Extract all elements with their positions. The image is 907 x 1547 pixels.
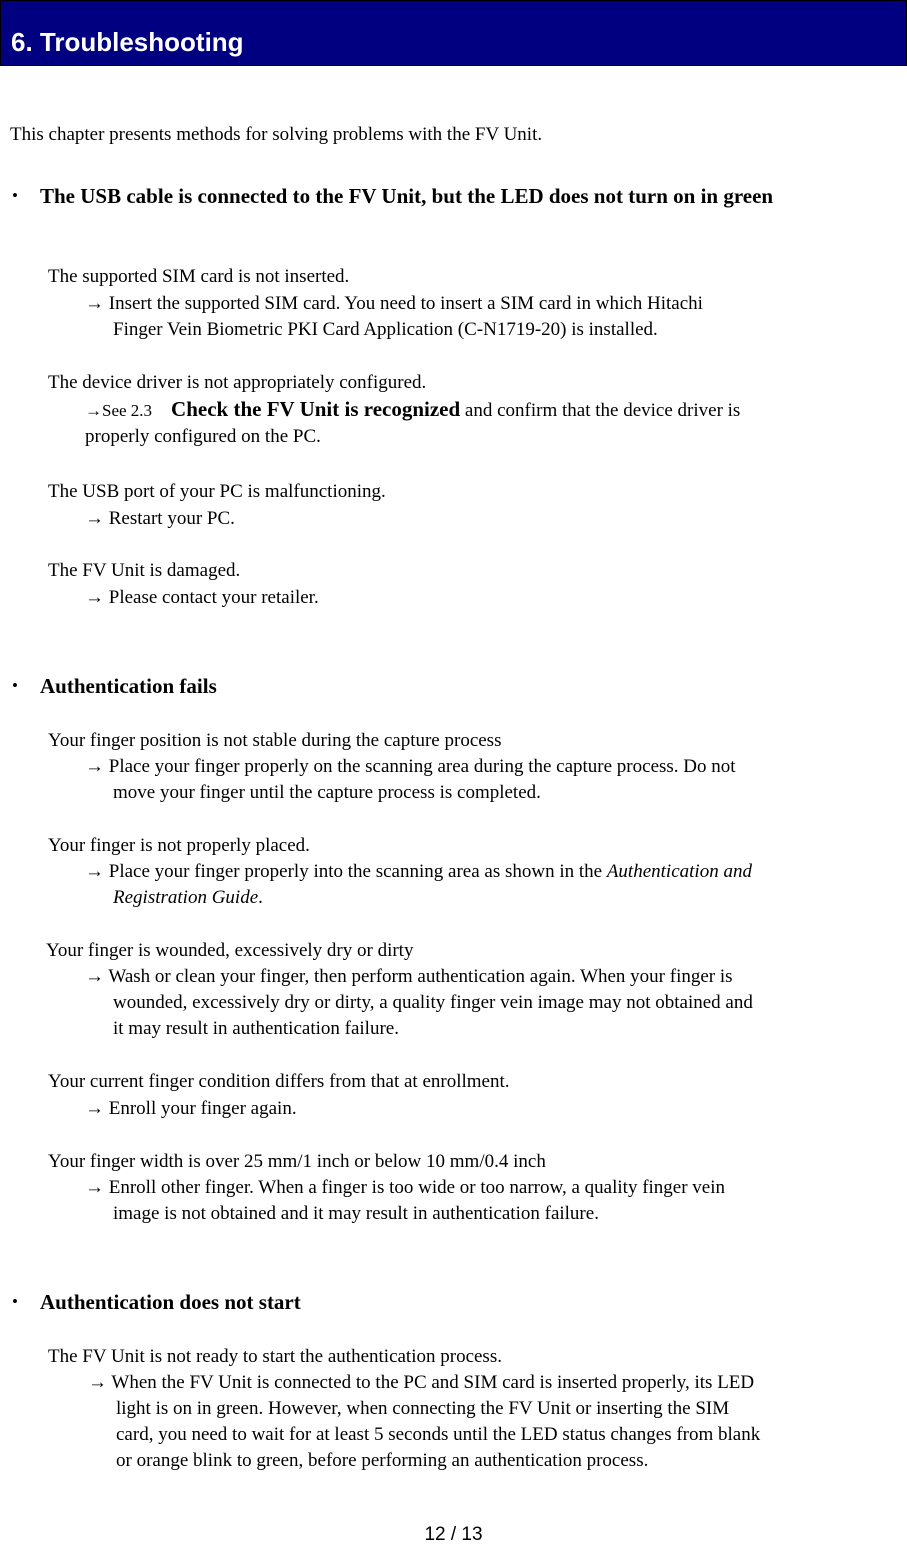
solution-text: → Insert the supported SIM card. You need to insert a SIM card in which Hitachi Finger Vein Biometric PKI Card Application (C-N1719-20) is installed. <box>85 293 703 340</box>
solution-text: → Enroll other finger. When a finger is too wide or too narrow, a quality finger vein image is not obtained and it may result in authentication failure. <box>85 1177 726 1224</box>
problem-text: The FV Unit is not ready to start the authentication process. <box>48 1346 502 1367</box>
guide-title: Authentication and <box>606 861 752 882</box>
solution-text: → Please contact your retailer. <box>85 587 319 608</box>
bullet-icon: • <box>12 186 18 205</box>
solution-text: → Restart your PC. <box>85 508 235 529</box>
solution-text: →See 2.3 Check the FV Unit is recognized and confirm that the device driver is properly configured on the PC. <box>85 397 741 447</box>
solution-text: → Enroll your finger again. <box>85 1098 297 1119</box>
problem-text: Your finger is wounded, excessively dry or dirty <box>46 940 414 961</box>
page-number: 12 / 13 <box>424 1524 483 1545</box>
solution-text: → When the FV Unit is connected to the PC and SIM card is inserted properly, its LED light is on in green. However, when connecting the FV Unit or inserting the SIM card, you need to wait for at least 5 seconds until the LED status changes from blank or orange blink to green, before performing an authentication process. <box>88 1372 761 1471</box>
guide-title: Registration Guide <box>113 887 259 908</box>
problem-text: The device driver is not appropriately configured. <box>48 372 427 393</box>
problem-text: Your current finger condition differs from that at enrollment. <box>48 1071 510 1092</box>
problem-text: Your finger position is not stable during the capture process <box>48 730 502 751</box>
problem-text: The FV Unit is damaged. <box>48 560 241 581</box>
solution-text: → Place your finger properly on the scanning area during the capture process. Do not move your finger until the capture process is completed. <box>85 756 736 803</box>
section-title-usb-led: The USB cable is connected to the FV Unit, but the LED does not turn on in green <box>40 184 774 208</box>
section-reference-link: Check the FV Unit is recognized <box>171 397 461 421</box>
solution-text: → Place your finger properly into the scanning area as shown in the Authentication and Registration Guide. <box>85 861 752 908</box>
section-title-auth-fails: Authentication fails <box>40 674 217 698</box>
problem-text: Your finger is not properly placed. <box>48 835 310 856</box>
chapter-title: 6. Troubleshooting <box>11 27 244 57</box>
section-title-auth-not-start: Authentication does not start <box>40 1290 301 1314</box>
bullet-icon: • <box>12 1292 18 1311</box>
solution-text: → Wash or clean your finger, then perform authentication again. When your finger is wounded, excessively dry or dirty, a quality finger vein image may not obtained and it may result in authentication failure. <box>85 966 753 1039</box>
bullet-icon: • <box>12 676 18 695</box>
problem-text: The supported SIM card is not inserted. <box>48 266 350 287</box>
problem-text: The USB port of your PC is malfunctioning. <box>48 481 386 502</box>
chapter-header <box>0 0 907 66</box>
problem-text: Your finger width is over 25 mm/1 inch or below 10 mm/0.4 inch <box>48 1151 546 1172</box>
intro-text: This chapter presents methods for solving problems with the FV Unit. <box>10 124 543 145</box>
